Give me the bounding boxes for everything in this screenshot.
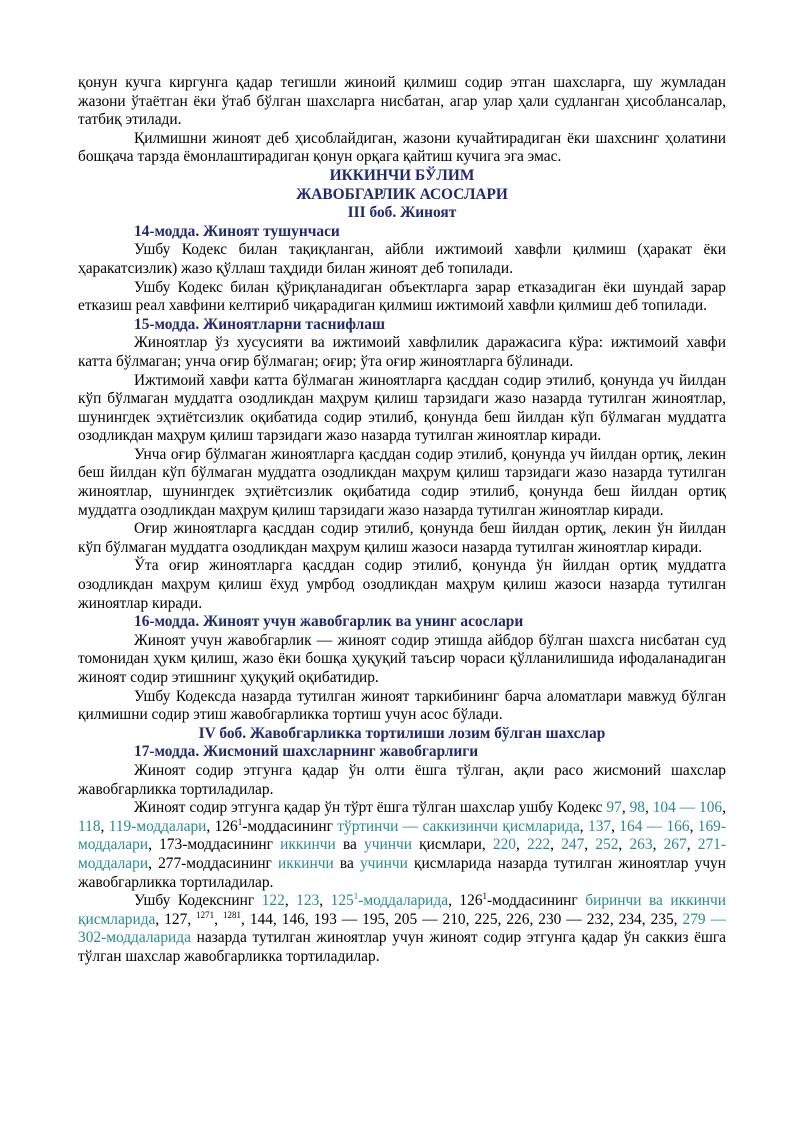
text: , xyxy=(611,817,620,835)
superscript: 1281 xyxy=(223,909,241,920)
link-text: 125 xyxy=(330,892,354,910)
text: , xyxy=(579,817,588,835)
article-link[interactable]: 137 xyxy=(588,817,612,835)
article-link[interactable]: 122 xyxy=(261,892,285,910)
chapter-title: IV боб. Жавобгарликка тортилиши лозим бўлган шахслар xyxy=(198,724,606,742)
article-link[interactable]: тўртинчи — саккизинчи қисмларида xyxy=(337,817,580,835)
text: назарда тутилган жиноятлар учун жиноят содир этгунга қадар ўн саккиз ёшга тўлган шахслар жавобгарликка тортиладилар. xyxy=(78,929,726,965)
text: , xyxy=(319,892,331,910)
superscript: 1271 xyxy=(196,909,215,920)
section-subtitle: ЖАВОБГАРЛИК АСОСЛАРИ xyxy=(296,185,508,203)
text: қисмларида назарда тутилган жиноятлар учун жавобгарликка тортиладилар. xyxy=(78,854,726,891)
document-page xyxy=(78,74,726,967)
article-link[interactable]: иккинчи xyxy=(278,854,334,872)
paragraph: қонун кучга киргунга қадар тегишли жиноий қилмиш содир этган шахсларга, шу жумладан жазони ўтаётган ёки ўтаб бўлган шахсларга нисбатан, агар улар ҳали судланган ҳисоблансалар, татбиқ этилади. xyxy=(78,74,726,129)
text: , xyxy=(689,817,698,835)
paragraph: Ушбу Кодексда назарда тутилган жиноят таркибининг барча аломатлари мавжуд бўлган қилмишни содир этиш жавобгарликка тортиш учун асос бўлади. xyxy=(78,687,726,724)
article-link[interactable]: учинчи xyxy=(364,836,412,854)
text: , xyxy=(100,817,109,835)
text: , xyxy=(214,910,223,928)
article-link[interactable]: 220 xyxy=(492,836,516,854)
text: -моддасининг xyxy=(242,817,338,835)
text: , 127, xyxy=(155,910,197,928)
paragraph: Ушбу Кодекс билан тақиқланган, айбли ижтимоий хавфли қилмиш (ҳаракат ёки ҳаракатсизлик) жазо қўллаш таҳдиди билан жиноят деб топилади. xyxy=(78,241,726,277)
article-link[interactable]: иккинчи xyxy=(280,836,336,854)
chapter-title: III боб. Жиноят xyxy=(347,204,457,222)
superscript: 1 xyxy=(482,891,488,901)
superscript: 1 xyxy=(353,891,359,901)
text: Ушбу Кодекснинг xyxy=(134,892,262,910)
article-link[interactable]: 169-моддалари xyxy=(78,817,726,854)
article-link[interactable] xyxy=(331,892,448,909)
text: , 144, 146, 193 — 195, 205 — 210, 225, 226, 230 — 232, 234, 235, xyxy=(241,910,683,928)
article-link[interactable]: 222 xyxy=(527,836,551,854)
paragraph: Ўта оғир жиноятларга қасддан содир этилиб, қонунда ўн йилдан ортиқ муддатга озодликдан маҳрум қилиш ёхуд умрбод озодликдан маҳрум қилиш жазоси назарда тутилган жиноятлар киради. xyxy=(78,557,726,612)
article-link[interactable]: биринчи ва иккинчи қисмларида xyxy=(78,892,727,928)
article-title: 15-модда. Жиноятларни таснифлаш xyxy=(134,315,385,333)
text: , xyxy=(686,836,698,854)
paragraph: Унча оғир бўлмаган жиноятларга қасддан содир этилиб, қонунда уч йилдан ортиқ, лекин беш йилдан кўп бўлмаган муддатга озодликдан маҳрум қилиш тарзидаги жазо назарда тутилган жиноятлар, шунингдек эҳтиётсизлик оқибатида содир этилиб, қонунда беш йилдан ортиқ муддатга озодликдан маҳрум қилиш тарзидаги жазо назарда тутилган жиноятлар киради. xyxy=(78,445,726,519)
paragraph: Жиноят учун жавобгарлик — жиноят содир этишда айбдор бўлган шахсга нисбатан суд томонидан ҳукм қилиш, жазо ёки бошқа ҳуқуқий таъсир чораси қўлланилишида ифодаланадиган жиноят содир этишнинг ҳуқуқий оқибатидир. xyxy=(78,631,726,686)
text: ва xyxy=(333,854,360,872)
article-title: 14-модда. Жиноят тушунчаси xyxy=(134,222,340,240)
article-link[interactable]: 119-моддалари xyxy=(108,817,207,835)
text: , xyxy=(722,799,726,817)
text: -моддасининг xyxy=(487,892,586,910)
superscript: 1 xyxy=(237,816,243,827)
section-title: ИККИНЧИ БЎЛИМ xyxy=(329,166,475,184)
text: , 277-моддасининг xyxy=(148,854,279,872)
article-link[interactable]: 271-моддалари xyxy=(78,836,726,872)
article-link[interactable]: 164 — 166 xyxy=(619,817,690,835)
text: , xyxy=(584,836,596,854)
article-link[interactable]: 98 xyxy=(629,799,645,817)
text: ва xyxy=(335,836,365,854)
article-link[interactable]: 263 xyxy=(629,836,653,854)
paragraph-with-links xyxy=(78,799,726,892)
paragraph-with-links xyxy=(78,892,726,966)
text: , xyxy=(284,892,297,910)
article-link[interactable]: 104 — 106 xyxy=(652,799,723,817)
paragraph: Ижтимоий хавфи катта бўлмаган жиноятларга қасддан содир этилиб, қонунда уч йилдан кўп бўлмаган муддатга озодликдан маҳрум қилиш тарзидаги жазо назарда тутилган жиноятлар, шунингдек эҳтиётсизлик оқибатида содир этилиб, қонунда беш йилдан кўп бўлмаган муддатга озодликдан маҳрум қилиш тарзидаги жазо назарда тутилган жиноятлар киради. xyxy=(78,371,726,445)
paragraph: Жиноятлар ўз хусусияти ва ижтимоий хавфлилик даражасига кўра: ижтимоий хавфи катта бўлмаган; унча оғир бўлмаган; оғир; ўта оғир жиноятларга бўлинади. xyxy=(78,334,726,370)
text: , xyxy=(618,836,630,854)
text: Жиноят содир этгунга қадар ўн тўрт ёшга тўлган шахслар ушбу Кодекс xyxy=(134,799,607,817)
paragraph: Оғир жиноятларга қасддан содир этилиб, қонунда беш йилдан ортиқ, лекин ўн йилдан кўп бўлмаган муддатга озодликдан маҳрум қилиш жазоси назарда тутилган жиноятлар киради. xyxy=(78,520,726,556)
article-link[interactable]: 279 — 302-моддаларида xyxy=(78,910,726,947)
text: , xyxy=(516,836,528,854)
article-link[interactable]: учинчи xyxy=(359,854,408,872)
text: , xyxy=(550,836,562,854)
paragraph: Қилмишни жиноят деб ҳисоблайдиган, жазони кучайтирадиган ёки шахснинг ҳолатини бошқача тарзда ёмонлаштирадиган қонун орқага қайтиш кучига эга эмас. xyxy=(78,129,726,166)
article-link[interactable]: 247 xyxy=(561,836,585,854)
article-link[interactable]: 252 xyxy=(595,836,619,854)
article-title: 17-модда. Жисмоний шахсларнинг жавобгарлиги xyxy=(134,743,479,761)
text: , xyxy=(652,836,664,854)
article-link[interactable]: 123 xyxy=(296,892,320,910)
link-text: -моддаларида xyxy=(358,892,449,910)
paragraph: Ушбу Кодекс билан қўриқланадиган объектларга зарар етказадиган ёки шундай зарар етказиш реал хавфини келтириб чиқарадиган қилмиш ижтимоий хавфли қилмиш деб топилади. xyxy=(78,278,726,315)
text: , 126 xyxy=(448,892,483,910)
article-link[interactable]: 118 xyxy=(78,817,101,835)
article-link[interactable]: 97 xyxy=(606,799,622,817)
text: қисмлари, xyxy=(411,836,493,854)
paragraph: Жиноят содир этгунга қадар ўн олти ёшга тўлган, ақли расо жисмоний шахслар жавобгарликка тортиладилар. xyxy=(78,761,726,798)
text: , xyxy=(644,799,653,817)
article-link[interactable]: 267 xyxy=(663,836,687,854)
text: , xyxy=(621,799,630,817)
text: , 126 xyxy=(206,817,238,835)
article-title: 16-модда. Жиноят учун жавобгарлик ва унинг асослари xyxy=(134,613,524,631)
text: , 173-моддасининг xyxy=(148,836,281,854)
